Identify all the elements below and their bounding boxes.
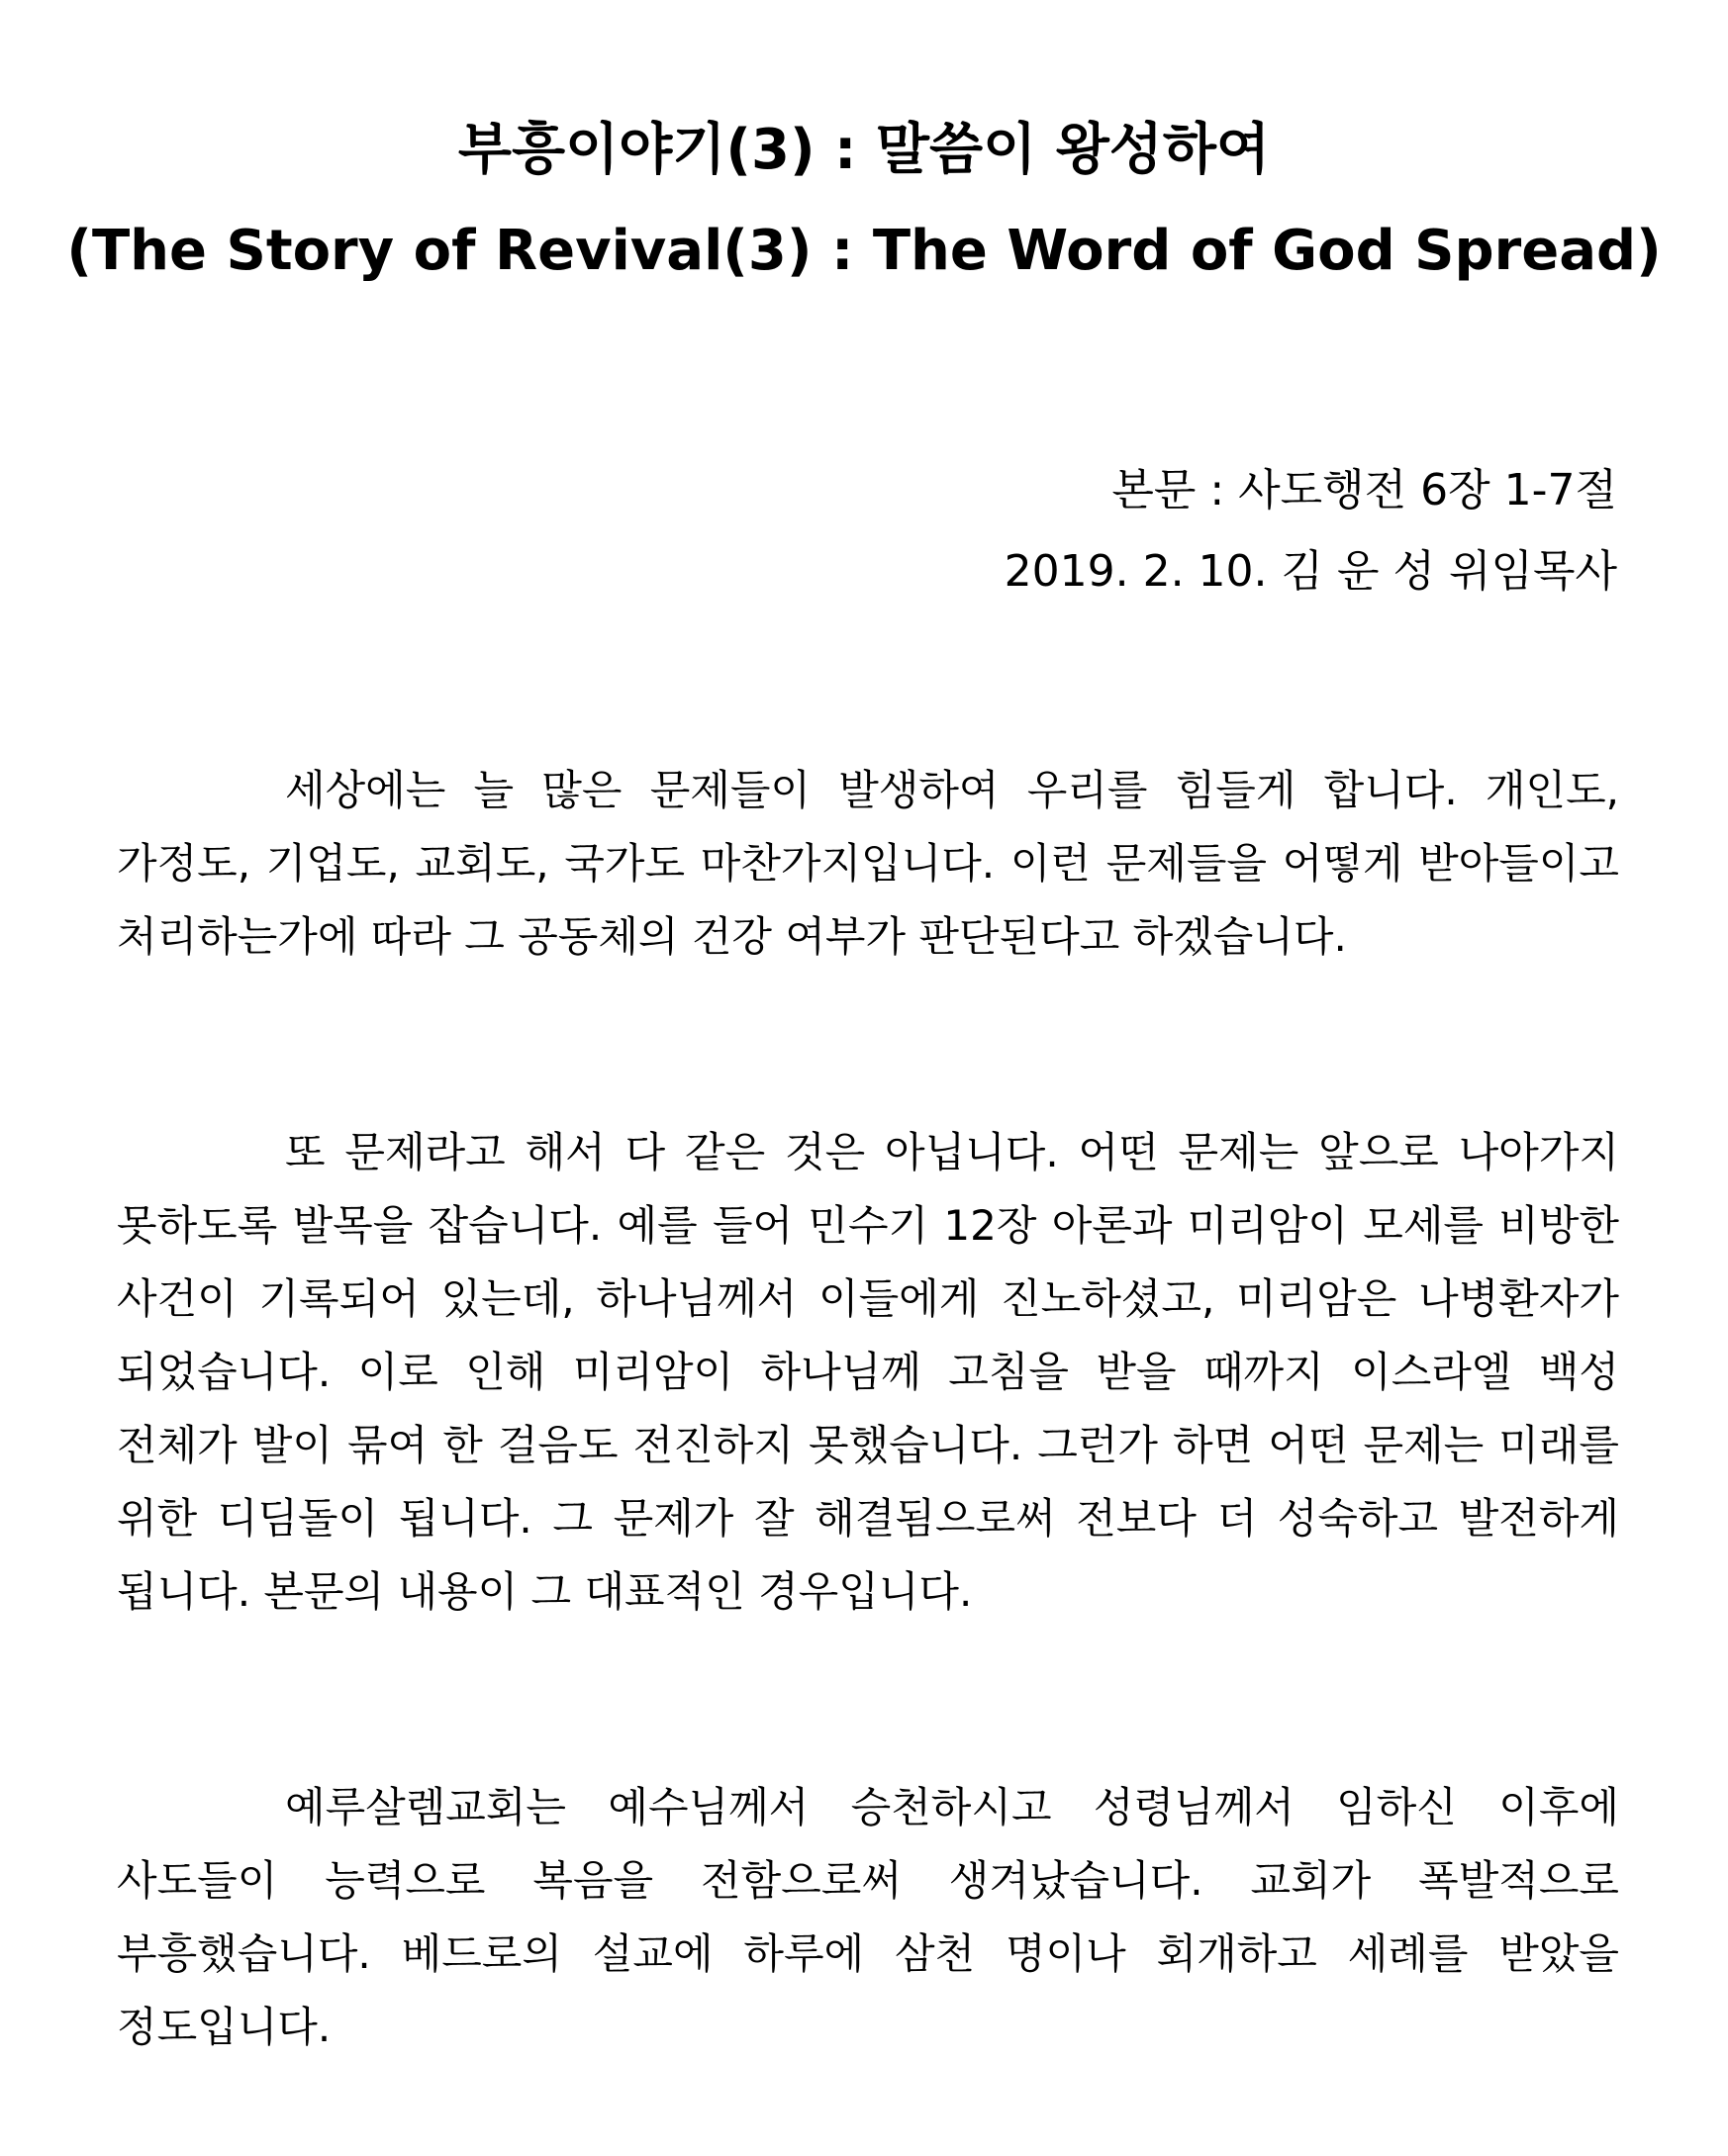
paragraph: 세상에는 늘 많은 문제들이 발생하여 우리를 힘들게 합니다. 개인도, 가정도, 기업도, 교회도, 국가도 마찬가지입니다. 이런 문제들을 어떻게 받아들이고 처리하는가에 따라 그 공동체의 건강 여부가 판단된다고 하겠습니다. (117, 766, 1619, 961)
paragraph: 또 문제라고 해서 다 같은 것은 아닙니다. 어떤 문제는 앞으로 나아가지 못하도록 발목을 잡습니다. 예를 들어 민수기 12장 아론과 미리암이 모세를 비방한 사건이 기록되어 있는데, 하나님께서 이들에게 진노하셨고, 미리암은 나병환자가 되었습니다. 이로 인해 미리암이 하나님께 고침을 받을 때까지 이스라엘 백성 전체가 발이 묶여 한 걸음도 전진하지 못했습니다. 그런가 하면 어떤 문제는 미래를 위한 디딤돌이 됩니다. 그 문제가 잘 해결됨으로써 전보다 더 성숙하고 발전하게 됩니다. 본문의 내용이 그 대표적인 경우입니다. (117, 1128, 1619, 1616)
paragraph: 예루살렘교회는 예수님께서 승천하시고 성령님께서 임하신 이후에 사도들이 능력으로 복음을 전함으로써 생겨났습니다. 교회가 폭발적으로 부흥했습니다. 베드로의 설교에 하루에 삼천 명이나 회개하고 세례를 받았을 정도입니다. (117, 1783, 1619, 2051)
title-english: (The Story of Revival(3) : The Word of God Spread) (66, 219, 1662, 283)
title-korean: 부흥이야기(3) : 말씀이 왕성하여 (457, 118, 1271, 182)
date-author: 2019. 2. 10. 김 운 성 위임목사 (1004, 546, 1617, 597)
scripture-reference: 본문 : 사도행전 6장 1-7절 (1111, 465, 1617, 516)
